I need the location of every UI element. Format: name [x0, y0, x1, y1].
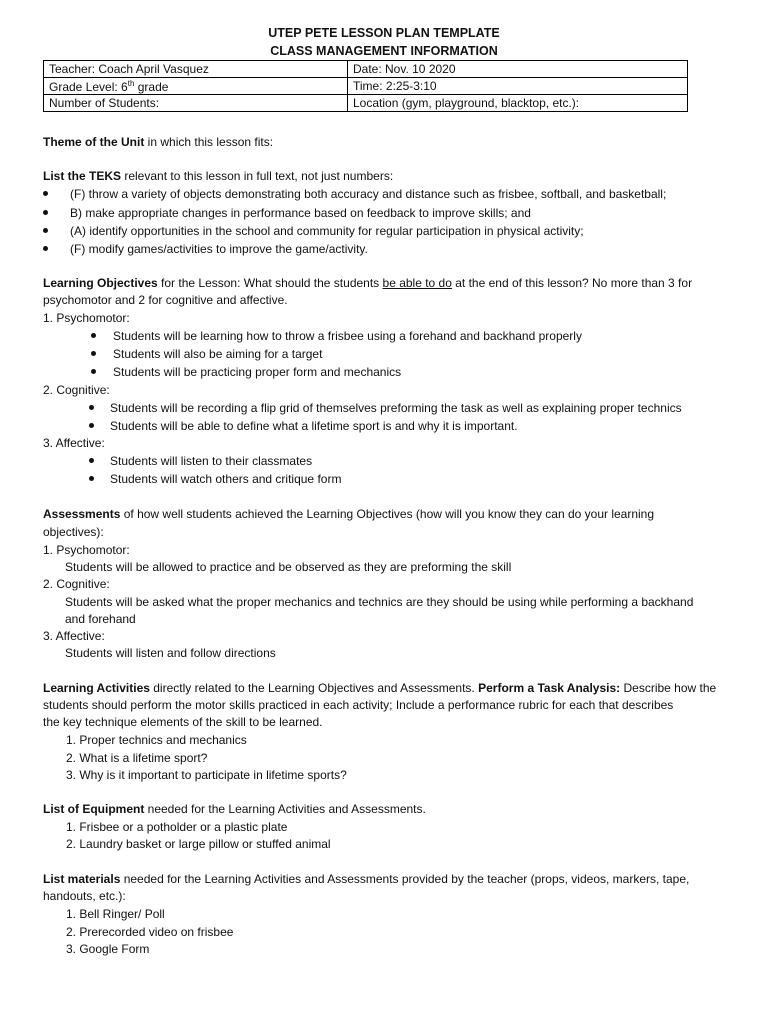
assessment-cognitive-text-line2: and forehand [65, 612, 136, 626]
assessment-cognitive-label: 2. Cognitive: [43, 577, 110, 591]
cognitive-label: 2. Cognitive: [43, 383, 110, 397]
list-item: 1. Proper technics and mechanics [66, 733, 247, 747]
bullet-icon [89, 458, 94, 463]
list-item: 2. Prerecorded video on frisbee [66, 925, 234, 939]
bullet-icon [91, 369, 96, 374]
list-item: 1. Frisbee or a potholder or a plastic plate [66, 820, 288, 834]
activities-heading-line3: the key technique elements of the skill to be learned. [43, 715, 323, 729]
location-cell: Location (gym, playground, blacktop, etc.): [348, 95, 688, 112]
bullet-icon [91, 351, 96, 356]
list-item: B) make appropriate changes in performance based on feedback to improve skills; and [43, 205, 531, 221]
list-item: Students will be recording a flip grid of themselves preforming the task as well as explaining proper technics [89, 400, 682, 416]
document-title: UTEP PETE LESSON PLAN TEMPLATE [268, 26, 500, 40]
list-item: 2. Laundry basket or large pillow or stuffed animal [66, 837, 331, 851]
equipment-heading: List of Equipment needed for the Learning Activities and Assessments. [43, 802, 426, 816]
assessment-affective-text: Students will listen and follow directions [65, 646, 276, 660]
list-item: Students will watch others and critique form [89, 471, 341, 487]
teks-heading: List the TEKS relevant to this lesson in full text, not just numbers: [43, 169, 394, 183]
activities-heading: Learning Activities directly related to the Learning Objectives and Assessments. Perform a Task Analysis: Describe how the [43, 681, 717, 695]
assessment-psychomotor-label: 1. Psychomotor: [43, 543, 130, 557]
affective-label: 3. Affective: [43, 436, 105, 450]
list-item: (F) throw a variety of objects demonstrating both accuracy and distance such as frisbee, softball, and basketball; [43, 186, 666, 202]
objectives-heading: Learning Objectives for the Lesson: What should the students be able to do at the end of this lesson? No more than 3 for [43, 276, 693, 290]
bullet-icon [91, 333, 96, 338]
list-item: 3. Why is it important to participate in lifetime sports? [66, 768, 347, 782]
objectives-heading-line2: psychomotor and 2 for cognitive and affective. [43, 293, 288, 307]
assessments-heading-line2: objectives): [43, 525, 104, 539]
list-item: 3. Google Form [66, 942, 150, 956]
list-item: Students will be learning how to throw a frisbee using a forehand and backhand properly [91, 328, 582, 344]
activities-heading-line2: students should perform the motor skills practiced in each activity; Include a performance rubric for each that describes [43, 698, 674, 712]
list-item: 2. What is a lifetime sport? [66, 751, 208, 765]
bullet-icon [43, 210, 48, 215]
time-cell: Time: 2:25-3:10 [348, 78, 688, 95]
assessment-psychomotor-text: Students will be allowed to practice and be observed as they are preforming the skill [65, 560, 512, 574]
number-of-students-cell: Number of Students: [44, 95, 348, 112]
table-row [44, 78, 688, 95]
table-row [44, 61, 688, 78]
bullet-icon [43, 191, 48, 196]
assessments-heading: Assessments of how well students achieved the Learning Objectives (how will you know they can do your learning [43, 507, 655, 521]
list-item: (A) identify opportunities in the school and community for regular participation in physical activity; [43, 223, 584, 239]
list-item: Students will also be aiming for a target [91, 346, 322, 362]
bullet-icon [43, 246, 48, 251]
class-info-table [43, 60, 688, 112]
grade-level-cell: Grade Level: 6th grade [44, 78, 348, 95]
table-row [44, 95, 688, 112]
teacher-cell: Teacher: Coach April Vasquez [44, 61, 348, 78]
document-subtitle: CLASS MANAGEMENT INFORMATION [270, 44, 498, 58]
list-item: Students will be able to define what a lifetime sport is and why it is important. [89, 418, 518, 434]
list-item: 1. Bell Ringer/ Poll [66, 907, 165, 921]
bullet-icon [89, 405, 94, 410]
bullet-icon [89, 423, 94, 428]
psychomotor-label: 1. Psychomotor: [43, 311, 130, 325]
list-item: (F) modify games/activities to improve the game/activity. [43, 241, 368, 257]
list-item: Students will be practicing proper form and mechanics [91, 364, 401, 380]
list-item: Students will listen to their classmates [89, 453, 312, 469]
materials-heading: List materials needed for the Learning Activities and Assessments provided by the teacher (props, videos, markers, tape, [43, 872, 690, 886]
bullet-icon [43, 228, 48, 233]
assessment-affective-label: 3. Affective: [43, 629, 105, 643]
materials-heading-line2: handouts, etc.): [43, 889, 126, 903]
assessment-cognitive-text: Students will be asked what the proper mechanics and technics are they should be using while performing a backhand [65, 595, 694, 609]
bullet-icon [89, 476, 94, 481]
theme-heading: Theme of the Unit in which this lesson fits: [43, 135, 274, 149]
date-cell: Date: Nov. 10 2020 [348, 61, 688, 78]
